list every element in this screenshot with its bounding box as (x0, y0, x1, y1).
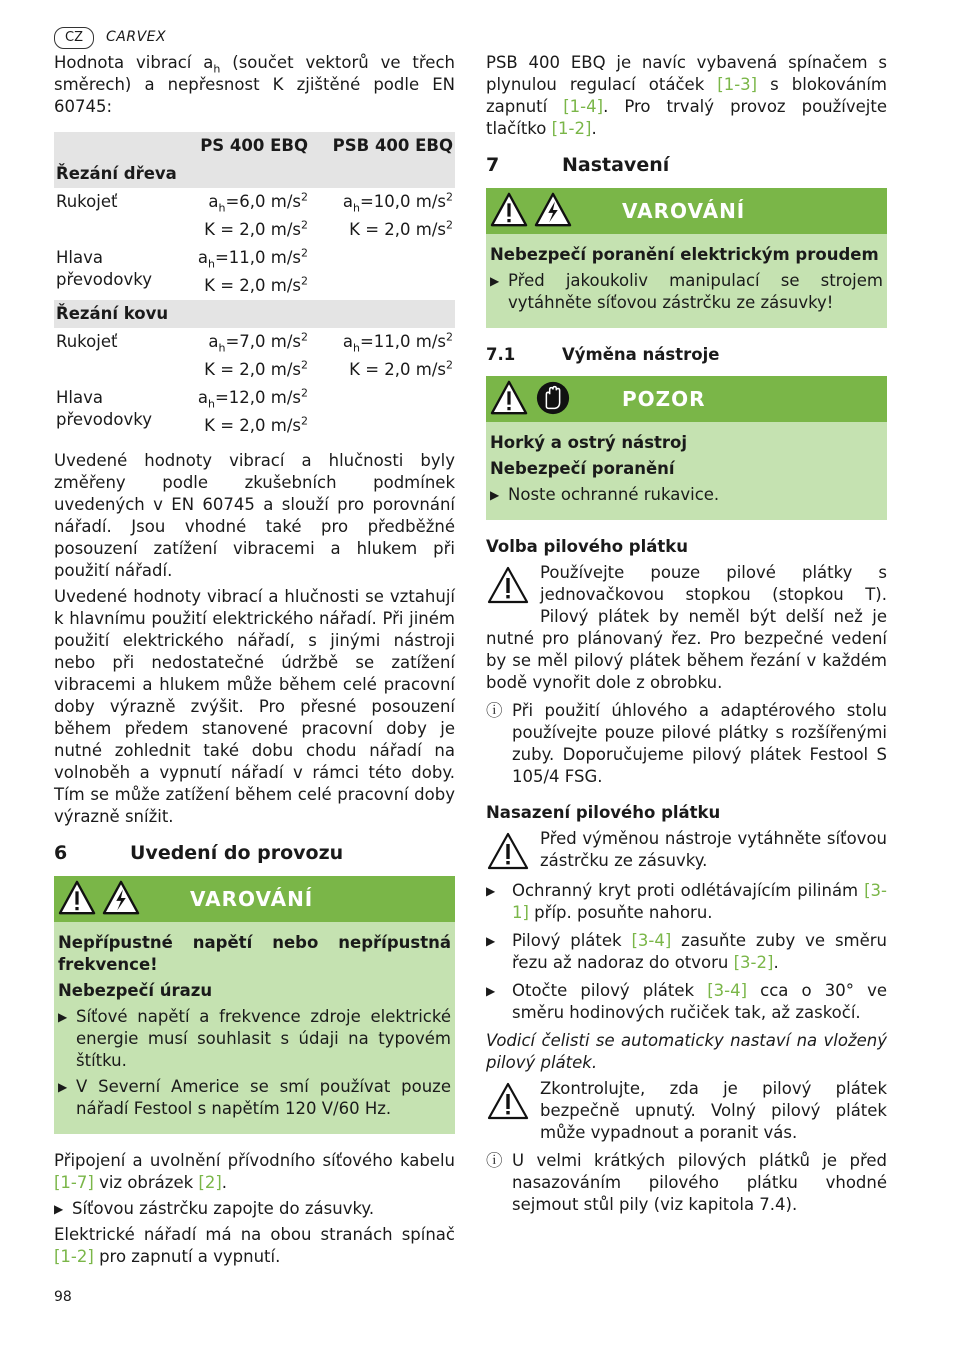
group-row-wood: Řezání dřeva (54, 160, 455, 188)
warning-tip: Používejte pouze pilové plátky s jednovačkovou stopkou (stopkou T). Pilový plátek by neměl být delší než je nutné pro plánovaný řez. Pro bezpečné vedení by se měl pilový plátek během řezání v každém bodě vynořit dole z obrobku. (486, 563, 887, 692)
paragraph: Uvedené hodnoty vibrací a hlučnosti se vztahují k hlavnímu použití elektrického nářadí. Při jiném použití elektrického nářadí, s jinými nástroji nebo při nedostatečné údržbě se zatížení vibracemi a hlukem může během celé pracovní doby výrazně zvýšit. Pro přesné posouzení během předem stanovené pracovní doby je nutné zohlednit také dobu chodu nářadí na volnoběh a vypnutí nářadí v rámci této doby. Tím se může zatížení během celé pracovní doby výrazně snížit. (54, 587, 455, 826)
warning-triangle-icon (490, 192, 528, 228)
triangle-bullet-icon: ▶ (54, 1202, 64, 1216)
list-item: ▶ Ochranný kryt proti odlétávajícím pilinám [3-1] příp. posuňte nahoru. (486, 881, 887, 922)
section-heading-7-1: 7.1 Výměna nástroje (486, 345, 720, 364)
electric-hazard-icon (102, 880, 140, 916)
warning-triangle-icon (486, 564, 530, 608)
table-row: K = 2,0 $m/s^2$ K = 2,0 $m/s^2$ (204, 358, 453, 379)
table-row: Rukojeť $a_h=6,0$ $m/s^2$ $a_h=10,0$ $m/s^2$ (56, 190, 453, 215)
triangle-bullet-icon: ▶ (486, 984, 496, 998)
electric-hazard-icon (534, 192, 572, 228)
table-row: K = 2,0 $m/s^2$ (204, 414, 308, 435)
col-header-ps400: PS 400 EBQ (170, 132, 310, 160)
warning-triangle-icon (486, 1080, 530, 1124)
paragraph: Uvedené hodnoty vibrací a hlučnosti byly změřeny podle zkušebních podmínek uvedených v EN 60745 a slouží pro porovnání nářadí. Jsou vhodné také pro předběžné posouzení zatížení vibracemi a hlukem při použití nářadí. (54, 451, 455, 580)
brand-name: CARVEX (106, 29, 167, 45)
caution-label: POZOR (622, 387, 706, 411)
info-icon: ⓘ (486, 701, 503, 720)
caution-bar (486, 376, 887, 422)
caution-box: POZOR Horký a ostrý nástroj Nebezpečí poranění ▶ Noste ochranné rukavice. (486, 376, 887, 520)
language-badge: CZ (54, 27, 94, 49)
warning-triangle-icon (490, 380, 528, 416)
protective-glove-icon (534, 380, 572, 416)
warning-label: VAROVÁNÍ (190, 887, 314, 911)
triangle-bullet-icon: ▶ (58, 1010, 68, 1024)
vibration-table (54, 132, 455, 440)
paragraph: PSB 400 EBQ je navíc vybavená spínačem s plynulou regulací otáček [1-3] s blokováním zapnutí [1-4]. Pro trvalý provoz používejte tlačítko [1-2]. (486, 53, 887, 138)
group-row-metal: Řezání kovu (54, 300, 455, 328)
warning-bar (54, 876, 455, 922)
list-item: ▶ Otočte pilový plátek [3-4] cca o 30° ve směru hodinových ručiček tak, až zaskočí. (486, 981, 887, 1022)
table-header-row (54, 132, 455, 160)
list-item: ▶ V Severní Americe se smí používat pouze nářadí Festool s napětím 120 V/60 Hz. (58, 1077, 451, 1118)
section-heading-6: 6 Uvedení do provozu (54, 842, 344, 864)
table-row: Hlava převodovky $a_h=11,0$ $m/s^2$ (56, 246, 308, 289)
triangle-bullet-icon: ▶ (486, 934, 496, 948)
triangle-bullet-icon: ▶ (490, 274, 500, 288)
table-row: Rukojeť $a_h=7,0$ $m/s^2$ $a_h=11,0$ $m/s^2$ (56, 330, 453, 355)
page-number: 98 (54, 1289, 72, 1305)
left-column (54, 52, 455, 1272)
triangle-bullet-icon: ▶ (58, 1080, 68, 1094)
warning-triangle-icon (58, 880, 96, 916)
warning-box: VAROVÁNÍ Nebezpečí poranění elektrickým proudem ▶ Před jakoukoliv manipulací se strojem vytáhněte síťovou zástrčku ze zásuvky! (486, 188, 887, 328)
list-item: ▶ Síťovou zástrčku zapojte do zásuvky. (54, 1199, 375, 1218)
paragraph: Vodicí čelisti se automaticky nastaví na vložený pilový plátek. (486, 1031, 887, 1072)
warning-box: VAROVÁNÍ Nepřípustné napětí nebo nepřípustná frekvence! Nebezpečí úrazu ▶ Síťové napětí a frekvence zdroje elektrické energie musí souhlasit s údaji na typovém štítku. ▶ V Severní Americe se smí používat pouze nářadí Festool s napětím 120 V/60 Hz. (54, 876, 455, 1134)
paragraph: Elektrické nářadí má na obou stranách spínač [1-2] pro zapnutí a vypnutí. (54, 1225, 455, 1266)
table-row: Hlava převodovky $a_h=12,0$ $m/s^2$ (56, 386, 308, 429)
list-item: ▶ Před jakoukoliv manipulací se strojem vytáhněte síťovou zástrčku ze zásuvky! (490, 271, 883, 312)
table-row: K = 2,0 $m/s^2$ (204, 274, 308, 295)
list-item: ▶ Síťové napětí a frekvence zdroje elektrické energie musí souhlasit s údaji na typovém štítku. (58, 1007, 451, 1070)
warning-tip: Před výměnou nástroje vytáhněte síťovou zástrčku ze zásuvky. (486, 828, 887, 874)
vibration-intro: Hodnota vibrací $a_h$ (součet vektorů ve třech směrech) a nepřesnost K zjištěné podle EN 60745: (54, 53, 455, 116)
warning-tip: Zkontrolujte, zda je pilový plátek bezpečně upnutý. Volný pilový plátek může vypadnout a poranit vás. (486, 1078, 887, 1144)
table-row: K = 2,0 $m/s^2$ K = 2,0 $m/s^2$ (204, 218, 453, 239)
list-item: ▶ Pilový plátek [3-4] zasuňte zuby ve směru řezu až nadoraz do otvoru [3-2]. (486, 931, 888, 972)
info-note: ⓘ Při použití úhlového a adaptérového stolu používejte pouze pilové plátky s rozšířenými zuby. Doporučujeme pilový plátek Festool S 105/4 FSG. (486, 701, 887, 786)
list-item: ▶ Noste ochranné rukavice. (490, 485, 720, 504)
info-note: ⓘ U velmi krátkých pilových plátků je před nasazováním pilového plátku vhodné sejmout stůl pily (viz kapitola 7.4). (486, 1151, 887, 1214)
subheading-blade-choice: Volba pilového plátku (486, 537, 688, 556)
paragraph: Připojení a uvolnění přívodního síťového kabelu [1-7] viz obrázek [2]. (54, 1151, 455, 1192)
triangle-bullet-icon: ▶ (486, 884, 496, 898)
subheading-blade-insert: Nasazení pilového plátku (486, 803, 721, 822)
warning-triangle-icon (486, 830, 530, 874)
right-column (486, 52, 887, 1222)
triangle-bullet-icon: ▶ (490, 488, 500, 502)
warning-label: VAROVÁNÍ (622, 199, 746, 223)
section-heading-7: 7 Nastavení (486, 154, 670, 176)
info-icon: ⓘ (486, 1151, 503, 1170)
col-header-psb400: PSB 400 EBQ (310, 132, 455, 160)
warning-bar (486, 188, 887, 234)
